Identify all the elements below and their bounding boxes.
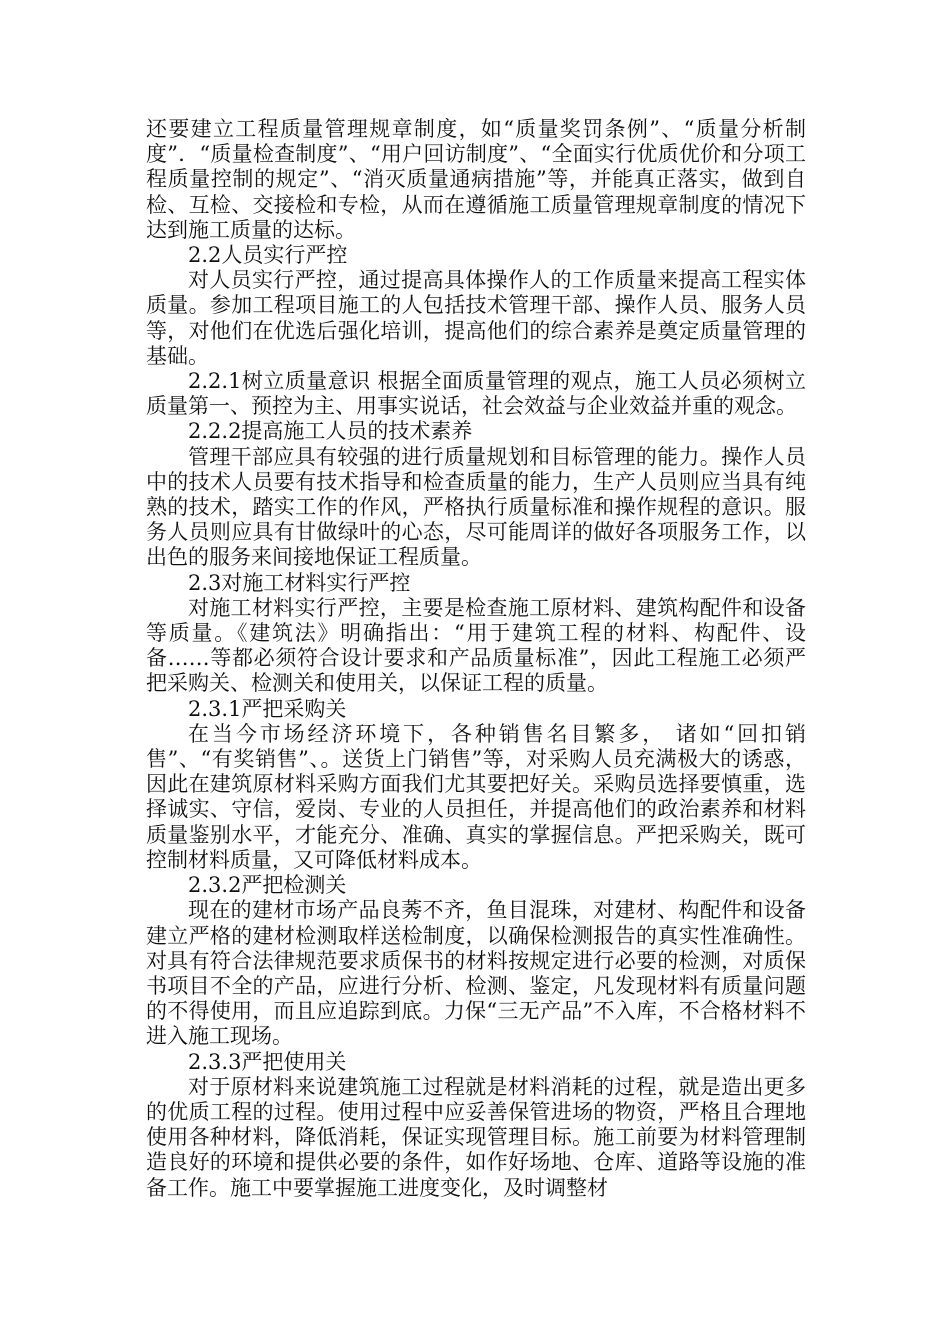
heading-2-2-2-technical-skills: 2.2.2提高施工人员的技术素养 — [188, 419, 473, 444]
paragraph-procurement: 在当今市场经济环境下，各种销售名目繁多， 诸如“回扣销售”、“有奖销售”、。送货上门销售”等，对采购人员充满极大的诱惑，因此在建筑原材料采购方面我们尤其要把好关。采购员选择要慎重，选择诚实、守信，爱岗、专业的人员担任，并提高他们的政治素养和材料质量鉴别水平，才能充分、准确、真实的掌握信息。严把采购关，既可控制材料质量，又可降低材料成本。 — [146, 721, 806, 872]
paragraph-material-control: 对施工材料实行严控，主要是检查施工原材料、建筑构配件和设备等质量。《建筑法》明确指出：“用于建筑工程的材料、构配件、设备……等都必须符合设计要求和产品质量标准”，因此工程施工必须严把采购关、检测关和使用关，以保证工程的质量。 — [146, 595, 806, 696]
paragraph-2-2-1-quality-awareness: 2.2.1树立质量意识 根据全面质量管理的观点，施工人员必须树立质量第一、预控为主、用事实说话，社会效益与企业效益并重的观念。 — [146, 369, 806, 419]
paragraph-quality-rules-continued: 还要建立工程质量管理规章制度，如“质量奖罚条例”、“质量分析制度”．“质量检查制度”、“用户回访制度”、“全面实行优质优价和分项工程质量控制的规定”、“消灭质量通病措施”等，并能真正落实，做到自检、互检、交接检和专检，从而在遵循施工质量管理规章制度的情况下达到施工质量的达标。 — [146, 117, 806, 242]
paragraph-personnel-control: 对人员实行严控，通过提高具体操作人的工作质量来提高工程实体质量。参加工程项目施工的人包括技术管理干部、操作人员、服务人员等，对他们在优选后强化培训，提高他们的综合素养是奠定质量管理的基础。 — [146, 268, 806, 368]
heading-2-3-2-inspection: 2.3.2严把检测关 — [188, 873, 347, 898]
heading-2-3-3-usage: 2.3.3严把使用关 — [188, 1049, 347, 1074]
document-body — [146, 117, 806, 1201]
heading-2-3-material-control: 2.3对施工材料实行严控 — [188, 570, 411, 595]
paragraph-inspection: 现在的建材市场产品良莠不齐，鱼目混珠，对建材、构配件和设备建立严格的建材检测取样送检制度，以确保检测报告的真实性准确性。对具有符合法律规范要求质保书的材料按规定进行必要的检测，对质保书项目不全的产品，应进行分析、检测、鉴定，凡发现材料有质量问题的不得使用，而且应追踪到底。力保“三无产品”不入库，不合格材料不进入施工现场。 — [146, 898, 806, 1049]
heading-2-3-1-procurement: 2.3.1严把采购关 — [188, 696, 347, 721]
paragraph-technical-skills: 管理干部应具有较强的进行质量规划和目标管理的能力。操作人员中的技术人员要有技术指导和检查质量的能力，生产人员则应当具有纯熟的技术，踏实工作的作风，严格执行质量标准和操作规程的意识。服务人员则应具有甘做绿叶的心态，尽可能周详的做好各项服务工作，以出色的服务来间接地保证工程质量。 — [146, 444, 806, 570]
paragraph-usage: 对于原材料来说建筑施工过程就是材料消耗的过程，就是造出更多的优质工程的过程。使用过程中应妥善保管进场的物资，严格且合理地使用各种材料，降低消耗，保证实现管理目标。施工前要为材料管理制造良好的环境和提供必要的条件，如作好场地、仓库、道路等设施的准备工作。施工中要掌握施工进度变化，及时调整材 — [146, 1074, 806, 1200]
heading-2-2-personnel-control: 2.2人员实行严控 — [188, 243, 348, 268]
